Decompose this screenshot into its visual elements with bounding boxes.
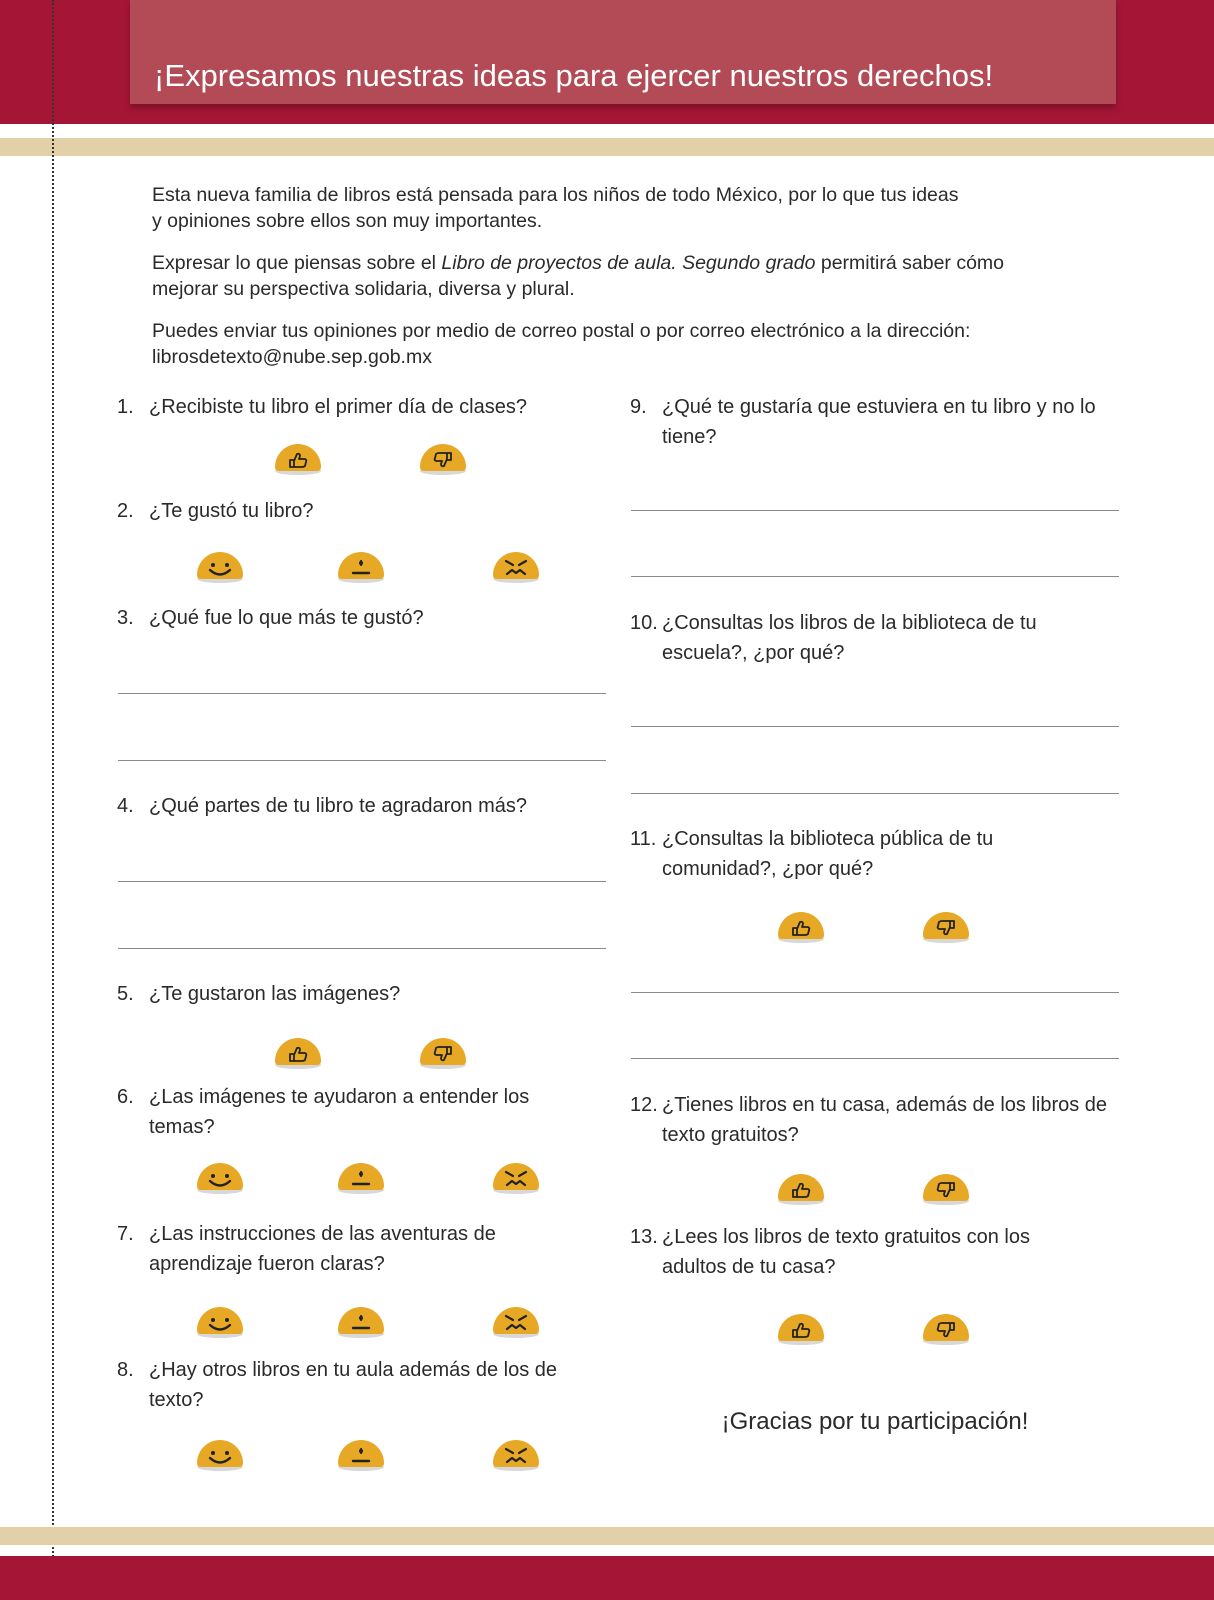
question-text-line2: texto gratuitos? xyxy=(662,1124,799,1146)
question-text xyxy=(149,1355,557,1415)
answer-line[interactable] xyxy=(118,760,606,761)
question-text-line2: adultos de tu casa? xyxy=(662,1256,836,1278)
thumbs-down-icon[interactable] xyxy=(920,908,972,944)
question-text-line2: aprendizaje fueron claras? xyxy=(149,1253,385,1275)
email-address: librosdetexto@nube.sep.gob.mx xyxy=(152,346,432,368)
question-10 xyxy=(630,608,1130,672)
answer-line[interactable] xyxy=(631,726,1119,727)
question-text xyxy=(662,608,1037,668)
intro-paragraph-3 xyxy=(152,318,1092,370)
thumbs-up-icon[interactable] xyxy=(775,1170,827,1206)
question-text-line1: ¿Tienes libros en tu casa, además de los libros de xyxy=(662,1094,1108,1116)
angry-face-icon[interactable] xyxy=(490,1303,542,1339)
intro-p1-line1: Esta nueva familia de libros está pensada para los niños de todo México, por lo que tus ideas xyxy=(152,184,959,206)
question-7 xyxy=(117,1219,617,1283)
question-text-line2: tiene? xyxy=(662,426,717,448)
question-11 xyxy=(630,824,1130,888)
happy-face-icon[interactable] xyxy=(194,1303,246,1339)
question-number: 11. xyxy=(630,828,657,850)
neutral-face-icon[interactable] xyxy=(335,1436,387,1472)
question-text-line1: ¿Las imágenes te ayudaron a entender los xyxy=(149,1086,530,1108)
question-text-line1: ¿Consultas la biblioteca pública de tu xyxy=(662,828,994,850)
intro-p3-line1: Puedes enviar tus opiniones por medio de correo postal o por correo electrónico a la dirección: xyxy=(152,320,971,342)
question-text: ¿Te gustó tu libro? xyxy=(149,500,314,522)
thumbs-down-icon[interactable] xyxy=(417,1034,469,1070)
question-text xyxy=(149,1082,529,1142)
answer-line[interactable] xyxy=(118,693,606,694)
question-number: 10. xyxy=(630,612,658,634)
question-number: 1. xyxy=(117,396,134,418)
question-text-line1: ¿Lees los libros de texto gratuitos con los xyxy=(662,1226,1030,1248)
intro-paragraph-1 xyxy=(152,182,1092,234)
answer-line[interactable] xyxy=(631,576,1119,577)
question-number: 3. xyxy=(117,607,134,629)
intro-p2-before: Expresar lo que piensas sobre el xyxy=(152,252,442,274)
question-number: 9. xyxy=(630,396,647,418)
question-number: 8. xyxy=(117,1359,134,1381)
thumbs-down-icon[interactable] xyxy=(417,440,469,476)
angry-face-icon[interactable] xyxy=(490,548,542,584)
thumbs-up-icon[interactable] xyxy=(272,1034,324,1070)
question-6 xyxy=(117,1082,617,1146)
happy-face-icon[interactable] xyxy=(194,1159,246,1195)
question-13 xyxy=(630,1222,1130,1286)
book-title: Libro de proyectos de aula. Segundo grado xyxy=(441,252,816,274)
thumbs-up-icon[interactable] xyxy=(775,1310,827,1346)
question-number: 6. xyxy=(117,1086,134,1108)
question-text xyxy=(149,1219,496,1279)
intro-p2-line1 xyxy=(152,250,1092,276)
question-number: 2. xyxy=(117,500,134,522)
answer-line[interactable] xyxy=(118,948,606,949)
question-12 xyxy=(630,1090,1130,1154)
intro-p1-line2: y opiniones sobre ellos son muy importantes. xyxy=(152,210,543,232)
top-stripe xyxy=(0,138,1214,156)
page-title: ¡Expresamos nuestras ideas para ejercer nuestros derechos! xyxy=(154,58,994,93)
question-text: ¿Qué fue lo que más te gustó? xyxy=(149,607,424,629)
question-9 xyxy=(630,392,1130,456)
question-8 xyxy=(117,1355,617,1419)
thumbs-down-icon[interactable] xyxy=(920,1170,972,1206)
question-text xyxy=(662,392,1096,452)
question-text-line1: ¿Las instrucciones de las aventuras de xyxy=(149,1223,496,1245)
bottom-stripe xyxy=(0,1527,1214,1545)
angry-face-icon[interactable] xyxy=(490,1436,542,1472)
question-text: ¿Te gustaron las imágenes? xyxy=(149,983,401,1005)
question-text-line2: escuela?, ¿por qué? xyxy=(662,642,845,664)
question-number: 5. xyxy=(117,983,134,1005)
question-text-line2: texto? xyxy=(149,1389,204,1411)
answer-line[interactable] xyxy=(631,1058,1119,1059)
angry-face-icon[interactable] xyxy=(490,1159,542,1195)
question-text: ¿Recibiste tu libro el primer día de clases? xyxy=(149,396,527,418)
question-text-line1: ¿Qué te gustaría que estuviera en tu libro y no lo xyxy=(662,396,1096,418)
thumbs-up-icon[interactable] xyxy=(775,908,827,944)
thumbs-up-icon[interactable] xyxy=(272,440,324,476)
intro-paragraph-2 xyxy=(152,250,1092,302)
binding-dotted-line xyxy=(52,0,54,1600)
neutral-face-icon[interactable] xyxy=(335,1159,387,1195)
question-text-line2: comunidad?, ¿por qué? xyxy=(662,858,874,880)
thumbs-down-icon[interactable] xyxy=(920,1310,972,1346)
question-number: 13. xyxy=(630,1226,658,1248)
bottom-band xyxy=(0,1556,1214,1600)
question-text: ¿Qué partes de tu libro te agradaron más? xyxy=(149,795,527,817)
question-text-line1: ¿Hay otros libros en tu aula además de los de xyxy=(149,1359,557,1381)
neutral-face-icon[interactable] xyxy=(335,1303,387,1339)
answer-line[interactable] xyxy=(631,510,1119,511)
question-text-line2: temas? xyxy=(149,1116,215,1138)
question-text-line1: ¿Consultas los libros de la biblioteca de tu xyxy=(662,612,1037,634)
question-number: 7. xyxy=(117,1223,134,1245)
question-number: 4. xyxy=(117,795,134,817)
answer-line[interactable] xyxy=(631,793,1119,794)
question-text xyxy=(662,1090,1107,1150)
intro-p2-line2: mejorar su perspectiva solidaria, diversa y plural. xyxy=(152,278,575,300)
question-text xyxy=(662,1222,1030,1282)
answer-line[interactable] xyxy=(631,992,1119,993)
title-box xyxy=(130,0,1116,104)
question-text xyxy=(662,824,993,884)
intro-p2-after: permitirá saber cómo xyxy=(815,252,1005,274)
neutral-face-icon[interactable] xyxy=(335,548,387,584)
happy-face-icon[interactable] xyxy=(194,1436,246,1472)
happy-face-icon[interactable] xyxy=(194,548,246,584)
answer-line[interactable] xyxy=(118,881,606,882)
question-number: 12. xyxy=(630,1094,658,1116)
thanks-message: ¡Gracias por tu participación! xyxy=(721,1408,1029,1435)
